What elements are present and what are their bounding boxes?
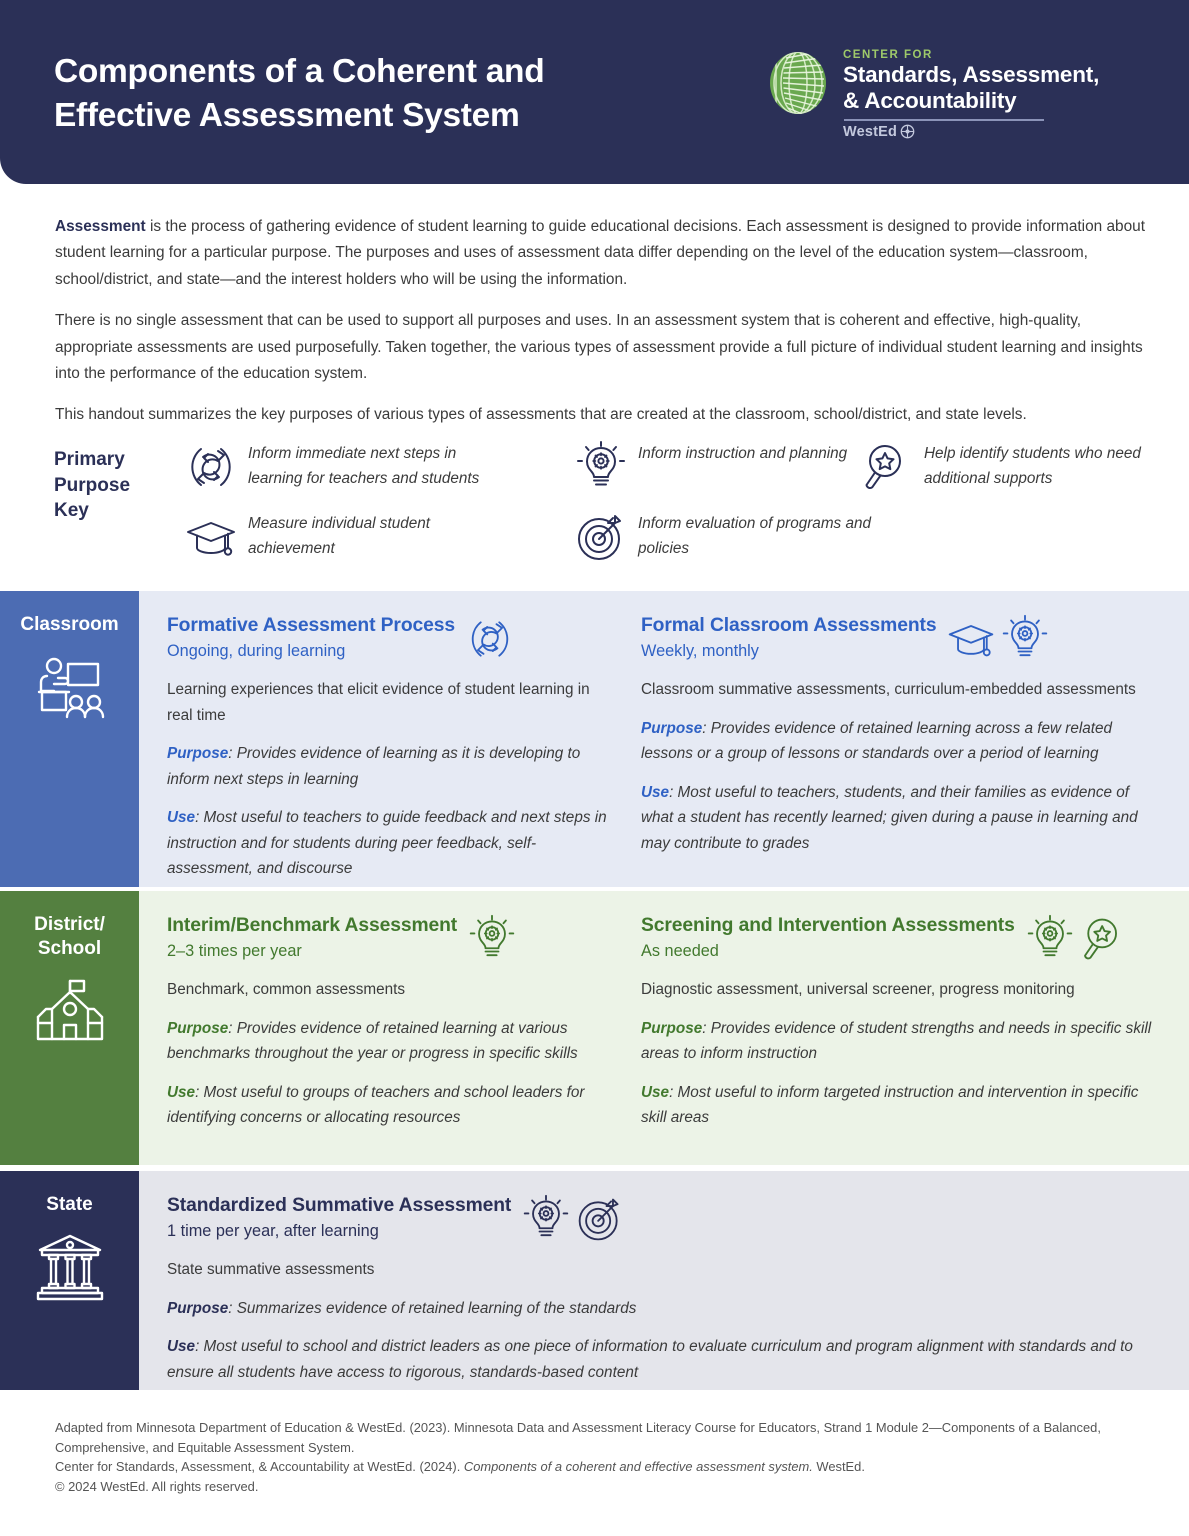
card-use (167, 1080, 613, 1131)
wested-wordmark (843, 124, 1099, 140)
teacher-classroom-icon (30, 651, 110, 727)
card-purpose-label: Purpose (641, 719, 703, 737)
card-title-group (167, 913, 457, 964)
level-label-text: Classroom (20, 614, 119, 635)
wested-csaa-logo (766, 47, 1099, 140)
magnifier-star-icon (860, 440, 914, 494)
card-use-text: : Most useful to inform targeted instruction and intervention in specific skill areas (641, 1083, 1139, 1126)
level-body-state (139, 1171, 1189, 1390)
card-frequency: Ongoing, during learning (167, 642, 346, 660)
card-description: Diagnostic assessment, universal screener, progress monitoring (641, 981, 1075, 998)
card-frequency: Weekly, monthly (641, 642, 759, 660)
card-use-text: : Most useful to school and district leaders as one piece of information to evaluate curriculum and program alignment with standards and to ensure all students have access to rigorous, standards-based content (167, 1338, 1133, 1381)
key-item-formative (184, 440, 514, 494)
key-item-evaluation (574, 510, 874, 564)
card-title-group (167, 613, 455, 664)
government-building-icon (30, 1231, 110, 1307)
page-header (0, 0, 1189, 184)
card-use (641, 780, 1159, 857)
card-purpose (167, 1296, 1159, 1322)
card-use-label: Use (167, 1083, 196, 1101)
intro-lead-term: Assessment (55, 218, 146, 235)
card-description: State summative assessments (167, 1261, 375, 1278)
intro-paragraph-1 (55, 214, 1157, 293)
footer-line-2 (55, 1457, 1165, 1477)
card-purpose-icons (1025, 913, 1129, 964)
level-label-classroom (0, 591, 139, 887)
card-purpose-text: : Provides evidence of learning as it is developing to inform next steps in learning (167, 745, 581, 788)
key-title-line-2: Purpose (54, 474, 131, 496)
logo-eyebrow: CENTER FOR (843, 49, 933, 61)
page-title (54, 50, 694, 138)
logo-wordmark (843, 47, 1099, 140)
key-item-supports (860, 440, 1150, 494)
graduation-cap-icon (184, 510, 238, 564)
card-use (167, 1334, 1159, 1385)
card-header (167, 613, 613, 664)
lightbulb-gear-icon (1025, 914, 1075, 964)
footer-line-1: Adapted from Minnesota Department of Education & WestEd. (2023). Minnesota Data and Assessment Literacy Course for Educators, Strand 1 Module 2—Components of a Balanced, Comprehensive, and Equitable Assessment System. (55, 1420, 1101, 1455)
intro-paragraph-3: This handout summarizes the key purposes of various types of assessments that are created at the classroom, school/district, and state levels. (55, 406, 1027, 424)
card-use-text: : Most useful to teachers, students, and their families as evidence of what a student has recently learned; given during a pause in learning and may contribute to grades (641, 783, 1138, 852)
card-purpose (167, 741, 613, 792)
card-title: Screening and Intervention Assessments (641, 915, 1015, 936)
card-frequency: As needed (641, 942, 719, 960)
card-frequency: 1 time per year, after learning (167, 1222, 379, 1240)
card-use-text: : Most useful to teachers to guide feedback and next steps in instruction and for students during peer feedback, self-assessment, and discourse (167, 809, 607, 877)
level-section-state (0, 1171, 1189, 1390)
card-formative-assessment-process (167, 613, 613, 877)
level-body-classroom (139, 591, 1189, 887)
intro-section (55, 214, 1157, 429)
intro-paragraph-2: There is no single assessment that can be used to support all purposes and uses. In an assessment system that is coherent and effective, high-quality, appropriate assessments are used purposefully. Taken together, the various types of assessment provide a full picture of individual student learning and insights into the performance of the education system. (55, 312, 1143, 383)
card-use (167, 805, 613, 882)
target-dart-icon (574, 510, 628, 564)
card-header (641, 913, 1159, 964)
card-purpose-label: Purpose (167, 1019, 229, 1037)
magnifier-star-icon (1079, 914, 1129, 964)
footer-line-2-post: WestEd. (812, 1459, 865, 1474)
schoolhouse-icon (30, 975, 110, 1051)
card-purpose-icons (465, 613, 515, 664)
level-label-text (0, 913, 139, 961)
lightbulb-gear-icon (467, 914, 517, 964)
level-label-line-2: School (37, 938, 102, 959)
card-purpose (167, 1016, 613, 1067)
card-purpose (641, 716, 1159, 767)
target-dart-icon (575, 1194, 625, 1244)
card-title: Formative Assessment Process (167, 615, 455, 636)
card-interim-benchmark-assessment (167, 913, 613, 1145)
page-title-line-1: Components of a Coherent and (54, 53, 545, 90)
card-use-label: Use (641, 1083, 670, 1101)
wested-globe-icon (900, 124, 915, 139)
card-header (641, 613, 1159, 664)
card-use-label: Use (167, 1338, 196, 1355)
card-use (641, 1080, 1159, 1131)
card-purpose-label: Purpose (167, 1299, 229, 1317)
card-header (167, 1193, 1159, 1244)
cycle-arrows-icon (465, 614, 515, 664)
key-title-line-3: Key (54, 500, 89, 521)
card-purpose-label: Purpose (167, 745, 229, 762)
key-item-label: Inform evaluation of programs and policies (638, 515, 871, 557)
card-header (167, 913, 613, 964)
page-title-line-2: Effective Assessment System (54, 97, 520, 134)
card-description: Learning experiences that elicit evidence of student learning in real time (167, 681, 590, 724)
level-section-district-school (0, 891, 1189, 1165)
level-section-classroom (0, 591, 1189, 887)
wested-text: WestEd (843, 123, 898, 140)
lightbulb-gear-icon (1000, 614, 1050, 664)
cycle-arrows-icon (184, 440, 238, 494)
card-title: Formal Classroom Assessments (641, 615, 937, 636)
level-label-state (0, 1171, 139, 1390)
card-screening-intervention-assessments (641, 913, 1159, 1145)
card-purpose-icons (521, 1193, 625, 1244)
card-title-group (641, 613, 936, 664)
card-title-group (641, 913, 1015, 964)
card-frequency: 2–3 times per year (167, 942, 302, 960)
card-description: Benchmark, common assessments (167, 981, 406, 998)
lightbulb-gear-icon (521, 1194, 571, 1244)
card-purpose-text: : Provides evidence of retained learning across a few related lessons or a group of lessons or standards over a period of learning (641, 719, 1113, 762)
primary-purpose-key (54, 440, 1164, 570)
card-purpose-label: Purpose (641, 1019, 703, 1037)
card-formal-classroom-assessments (641, 613, 1159, 867)
key-item-label: Inform immediate next steps in learning for teachers and students (248, 445, 480, 487)
level-label-text: State (46, 1194, 93, 1215)
key-item-achievement (184, 510, 514, 564)
card-title: Interim/Benchmark Assessment (167, 915, 458, 936)
key-title-line-1: Primary (54, 449, 125, 470)
primary-purpose-key-title (54, 447, 184, 524)
logo-name-line-1: Standards, Assessment, (843, 62, 1100, 87)
level-label-district-school (0, 891, 139, 1165)
card-title-group (167, 1193, 511, 1244)
card-use-label: Use (167, 809, 196, 826)
key-item-label: Measure individual student achievement (248, 515, 430, 557)
card-use-text: : Most useful to groups of teachers and school leaders for identifying concerns or allocating resources (167, 1083, 585, 1126)
key-item-label: Inform instruction and planning (638, 445, 848, 462)
key-item-instruction (574, 440, 874, 494)
csaa-sphere-logo-icon (766, 50, 830, 116)
intro-paragraph-1-rest: is the process of gathering evidence of student learning to guide educational decisions. Each assessment is designed to provide information about student learning for a particular purpose. The purposes and uses of assessment data differ depending on the level of the education system—classroom, school/district, and state—and the interest holders who will be using the information. (55, 218, 1145, 288)
card-purpose-text: : Provides evidence of retained learning at various benchmarks throughout the year or progress in specific skills (167, 1019, 578, 1062)
key-item-label: Help identify students who need additional supports (924, 445, 1141, 487)
card-use-label: Use (641, 783, 670, 801)
card-purpose-text: : Provides evidence of student strengths and needs in specific skill areas to inform instruction (641, 1019, 1152, 1062)
level-body-district-school (139, 891, 1189, 1165)
level-label-line-1: District/ (34, 914, 105, 935)
card-title: Standardized Summative Assessment (167, 1195, 512, 1216)
logo-divider (844, 119, 1044, 121)
logo-name-line-2: & Accountability (843, 88, 1017, 113)
card-purpose-icons (467, 913, 517, 964)
footer-line-3: © 2024 WestEd. All rights reserved. (55, 1478, 259, 1494)
card-description: Classroom summative assessments, curriculum-embedded assessments (641, 681, 1136, 698)
graduation-cap-icon (946, 614, 996, 664)
footer-citations (55, 1418, 1165, 1496)
card-standardized-summative-assessment (167, 1193, 1159, 1381)
footer-line-2-pre: Center for Standards, Assessment, & Accountability at WestEd. (2024). (55, 1459, 464, 1474)
lightbulb-gear-icon (574, 440, 628, 494)
card-purpose-text: : Summarizes evidence of retained learning of the standards (228, 1299, 637, 1317)
card-purpose-icons (946, 613, 1050, 664)
card-purpose (641, 1016, 1159, 1067)
footer-line-2-title: Components of a coherent and effective assessment system. (463, 1459, 813, 1474)
